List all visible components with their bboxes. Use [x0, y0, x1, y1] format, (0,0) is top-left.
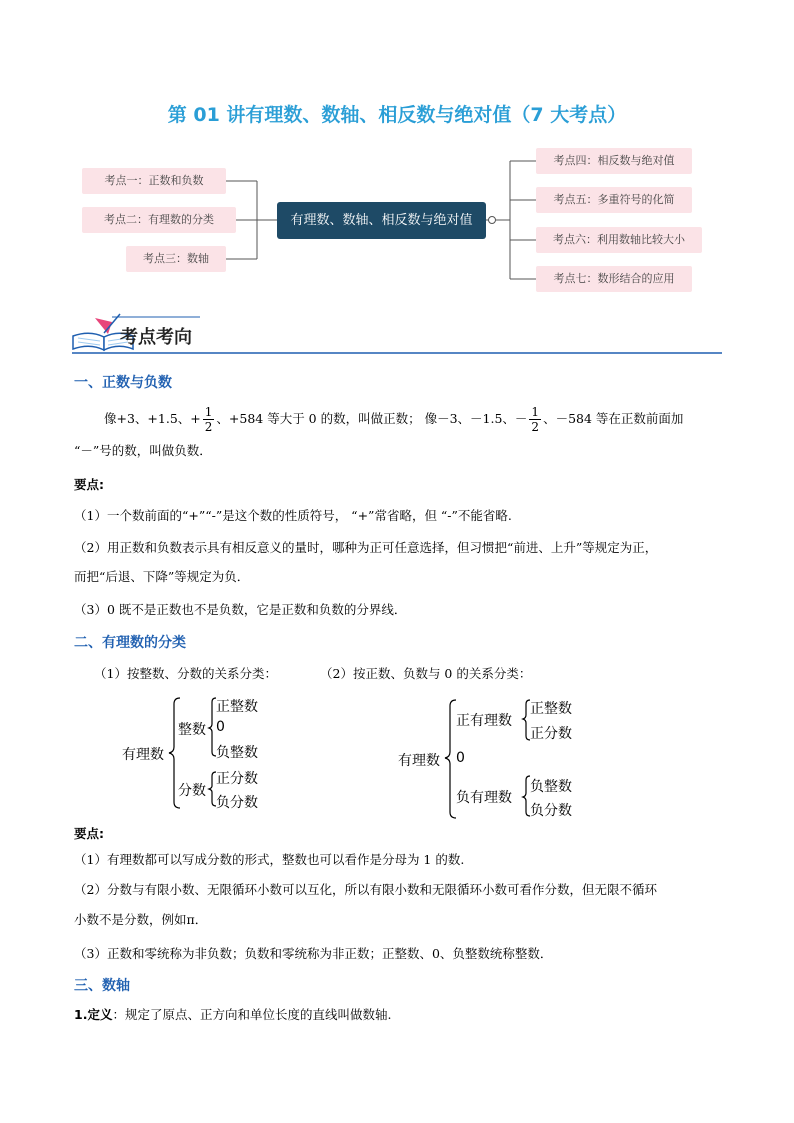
tree2-zero: 0: [456, 750, 465, 766]
mindmap-leaf-6: 考点六：利用数轴比较大小: [536, 227, 702, 253]
classification-subtitle-2: （2）按正数、负数与 0 的关系分类：: [320, 666, 532, 681]
section-banner: 考点考向: [120, 327, 192, 348]
key-point-2: （2）用正数和负数表示具有相反意义的量时，哪种为正可任意选择，但习惯把“前进、上升”等规定为正，: [74, 540, 658, 555]
mindmap-leaf-3: 考点三：数轴: [126, 246, 226, 272]
fraction-half: $\frac{1}{2}$: [531, 405, 540, 434]
key-point-1: （1）一个数前面的“+”“-”是这个数的性质符号， “+”常省略，但 “-”不能省略.: [74, 508, 512, 523]
section-heading-3: 三、数轴: [74, 978, 130, 994]
section-heading-1: 一、正数与负数: [74, 375, 172, 391]
mindmap-leaf-4: 考点四：相反数与绝对值: [536, 148, 692, 174]
tree1-item: 正整数: [216, 699, 258, 715]
mindmap-leaf-5: 考点五：多重符号的化简: [536, 187, 692, 213]
key-point-1: （1）有理数都可以写成分数的形式，整数也可以看作是分母为 1 的数.: [74, 852, 465, 867]
tree1-root: 有理数: [122, 747, 164, 763]
key-points-label: 要点:: [74, 826, 104, 841]
tree1-fraction: 分数: [178, 783, 206, 799]
key-point-3: （3）0 既不是正数也不是负数，它是正数和负数的分界线．: [74, 602, 407, 617]
tree2-item: 负整数: [530, 779, 572, 795]
classification-subtitle-1: （1）按整数、分数的关系分类：: [94, 666, 277, 681]
key-point-3: （3）正数和零统称为非负数；负数和零统称为非正数；正整数、0、负整数统称整数．: [74, 946, 553, 961]
tree1-integer: 整数: [178, 722, 206, 738]
fraction-half: $\frac{1}{2}$: [204, 405, 213, 434]
tree2-positive: 正有理数: [456, 713, 512, 729]
tree1-item: 0: [216, 719, 225, 735]
mindmap-leaf-1: 考点一：正数和负数: [82, 168, 226, 194]
tree2-negative: 负有理数: [456, 790, 512, 806]
tree2-item: 正分数: [530, 726, 572, 742]
paragraph-negative-numbers: “－”号的数，叫做负数．: [74, 443, 212, 458]
tree1-item: 负分数: [216, 795, 258, 811]
paragraph-positive-numbers: 像+3、+1.5、+ $\frac{1}{2}$ 、+584 等大于 0 的数，叫做正数； 像－3、－1.5、－ $\frac{1}{2}$ 、－584 等在正数前面加: [104, 405, 684, 434]
key-point-2-cont: 而把“后退、下降”等规定为负．: [74, 569, 250, 584]
tree1-item: 正分数: [216, 771, 258, 787]
mindmap-leaf-7: 考点七：数形结合的应用: [536, 266, 692, 292]
section-heading-2: 二、有理数的分类: [74, 635, 186, 651]
definition-number-line: 1.定义：规定了原点、正方向和单位长度的直线叫做数轴.: [74, 1007, 392, 1022]
page-title: 第 01 讲有理数、数轴、相反数与绝对值（7 大考点）: [167, 104, 627, 126]
key-point-2: （2）分数与有限小数、无限循环小数可以互化，所以有限小数和无限循环小数可看作分数，但无限不循环: [74, 882, 657, 897]
mindmap-center: 有理数、数轴、相反数与绝对值: [277, 202, 486, 239]
key-point-2-cont: 小数不是分数，例如π．: [74, 912, 208, 927]
tree2-item: 负分数: [530, 803, 572, 819]
tree2-item: 正整数: [530, 701, 572, 717]
key-points-label: 要点:: [74, 477, 104, 492]
tree2-root: 有理数: [398, 753, 440, 769]
mindmap-leaf-2: 考点二：有理数的分类: [82, 207, 236, 233]
tree1-item: 负整数: [216, 745, 258, 761]
